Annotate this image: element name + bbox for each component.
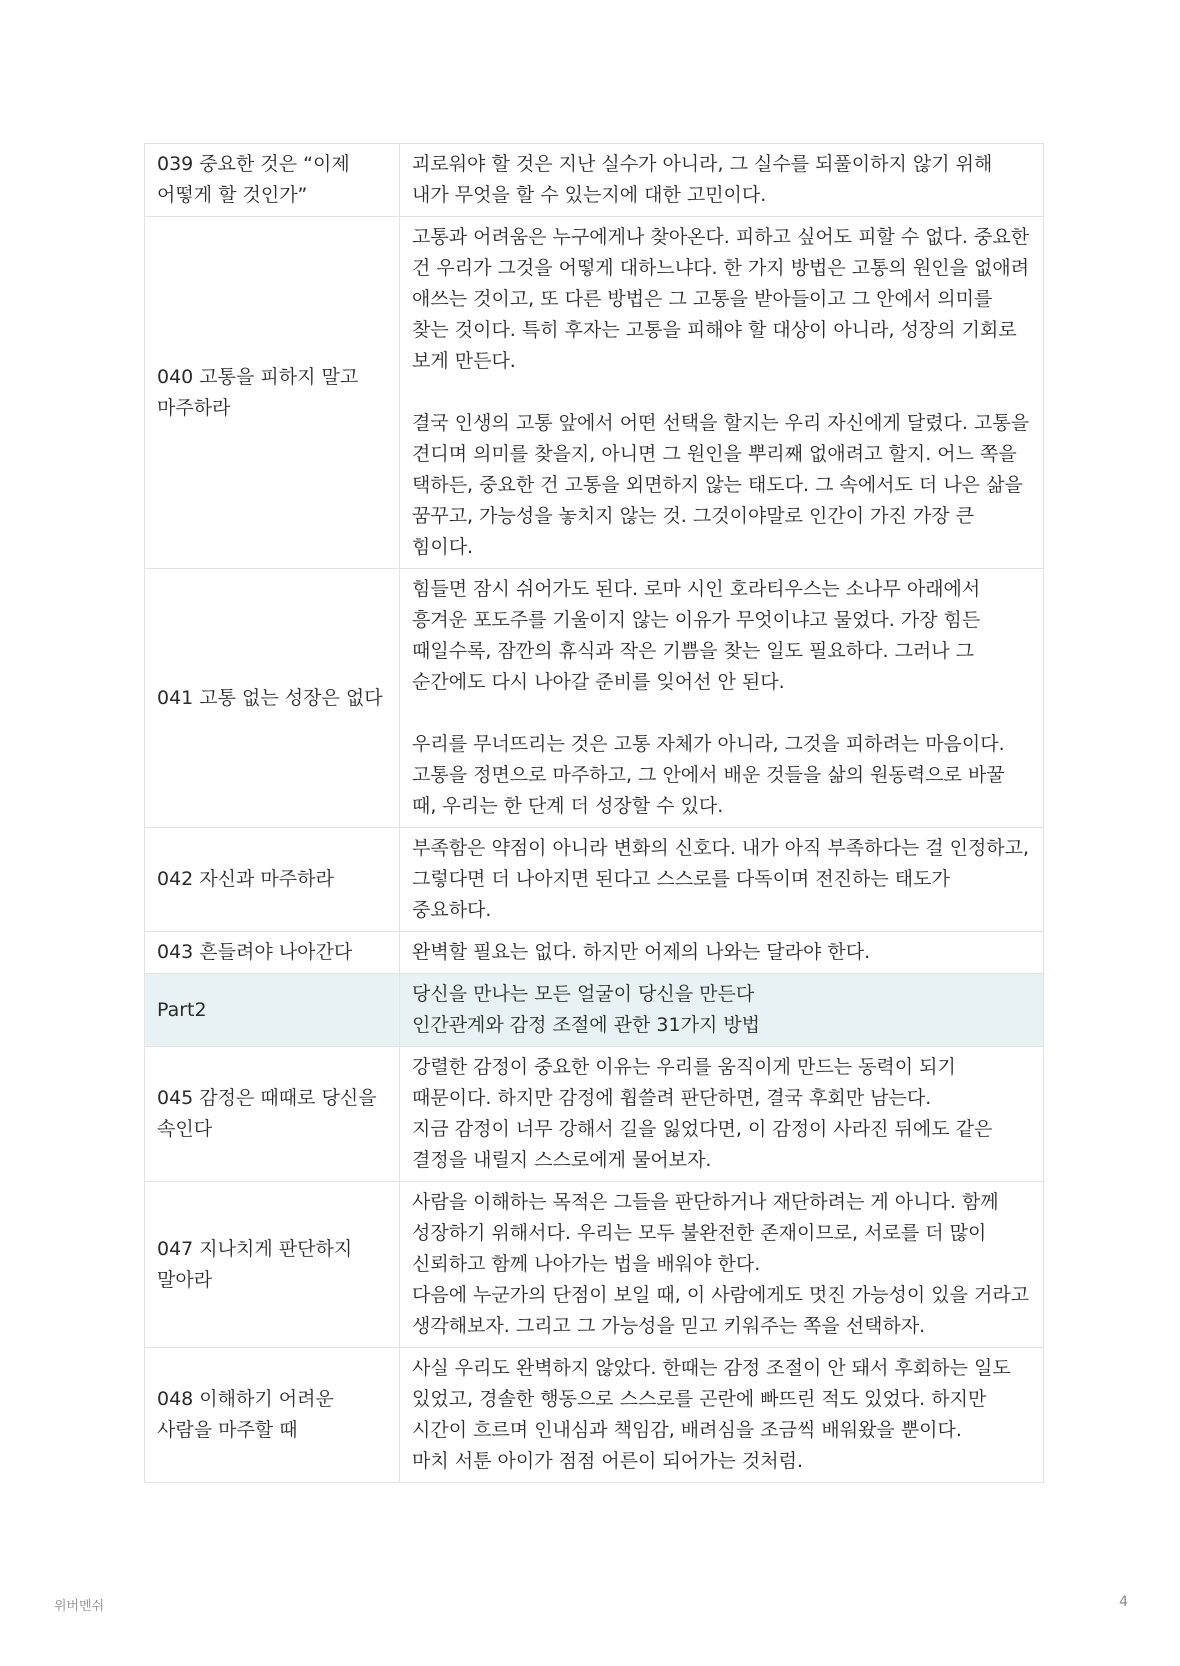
page-number: 4 (1119, 1594, 1128, 1610)
content-paragraph: 고통과 어려움은 누구에게나 찾아온다. 피하고 싶어도 피할 수 없다. 중요한 건 우리가 그것을 어떻게 대하느냐다. 한 가지 방법은 고통의 원인을 없애려 애쓰는 것이고, 또 다른 방법은 그 고통을 받아들이고 그 안에서 의미를 찾는 것이다. 특히 후자는 고통을 피해야 할 대상이 아니라, 성장의 기회로 보게 만든다. (412, 226, 1030, 372)
content-paragraph: 우리를 무너뜨리는 것은 고통 자체가 아니라, 그것을 피하려는 마음이다. 고통을 정면으로 마주하고, 그 안에서 배운 것들을 삶의 원동력으로 바꿀 때, 우리는 한 단계 더 성장할 수 있다. (412, 733, 1005, 817)
row-content (400, 144, 1044, 217)
table-row (145, 932, 1044, 974)
section-subtitle (400, 974, 1044, 1047)
table-row (145, 569, 1044, 828)
table-row (145, 1047, 1044, 1182)
content-paragraph: 강렬한 감정이 중요한 이유는 우리를 움직이게 만드는 동력이 되기 때문이다. 하지만 감정에 휩쓸려 판단하면, 결국 후회만 남는다. (412, 1056, 956, 1109)
content-paragraph: 지금 감정이 너무 강해서 길을 잃었다면, 이 감정이 사라진 뒤에도 같은 결정을 내릴지 스스로에게 물어보자. (412, 1118, 993, 1171)
row-title: 039 중요한 것은 “이제 어떻게 할 것인가” (145, 144, 400, 217)
row-content (400, 1047, 1044, 1182)
table-row (145, 217, 1044, 569)
row-content (400, 217, 1044, 569)
row-content (400, 828, 1044, 932)
content-paragraph: 사람을 이해하는 목적은 그들을 판단하거나 재단하려는 게 아니다. 함께 성장하기 위해서다. 우리는 모두 불완전한 존재이므로, 서로를 더 많이 신뢰하고 함께 나아가는 법을 배워야 한다. (412, 1191, 999, 1275)
row-content (400, 932, 1044, 974)
content-paragraph: 다음에 누군가의 단점이 보일 때, 이 사람에게도 멋진 가능성이 있을 거라고 생각해보자. 그리고 그 가능성을 믿고 키워주는 쪽을 선택하자. (412, 1284, 1030, 1337)
content-paragraph: 힘들면 잠시 쉬어가도 된다. 로마 시인 호라티우스는 소나무 아래에서 흥겨운 포도주를 기울이지 않는 이유가 무엇이냐고 물었다. 가장 힘든 때일수록, 잠깐의 휴식과 작은 기쁨을 찾는 일도 필요하다. 그러나 그 순간에도 다시 나아갈 준비를 잊어선 안 된다. (412, 578, 981, 693)
row-title: 043 흔들려야 나아간다 (145, 932, 400, 974)
row-content (400, 1182, 1044, 1348)
section-subtitle-text: 당신을 만나는 모든 얼굴이 당신을 만든다 인간관계와 감정 조절에 관한 31가지 방법 (412, 983, 761, 1036)
content-paragraph: 완벽할 필요는 없다. 하지만 어제의 나와는 달라야 한다. (412, 941, 871, 963)
content-paragraph: 결국 인생의 고통 앞에서 어떤 선택을 할지는 우리 자신에게 달렸다. 고통을 견디며 의미를 찾을지, 아니면 그 원인을 뿌리째 없애려고 할지. 어느 쪽을 택하든, 중요한 건 고통을 외면하지 않는 태도다. 그 속에서도 더 나은 삶을 꿈꾸고, 가능성을 놓치지 않는 것. 그것이야말로 인간이 가진 가장 큰 힘이다. (412, 412, 1030, 558)
row-content (400, 569, 1044, 828)
section-header-row (145, 974, 1044, 1047)
row-content (400, 1348, 1044, 1483)
table-row (145, 828, 1044, 932)
row-title: 047 지나치게 판단하지 말아라 (145, 1182, 400, 1348)
row-title: 040 고통을 피하지 말고 마주하라 (145, 217, 400, 569)
footer-publisher: 위버멘쉬 (54, 1599, 105, 1614)
table-row (145, 144, 1044, 217)
content-paragraph: 마치 서툰 아이가 점점 어른이 되어가는 것처럼. (412, 1450, 804, 1472)
content-paragraph: 괴로워야 할 것은 지난 실수가 아니라, 그 실수를 되풀이하지 않기 위해 내가 무엇을 할 수 있는지에 대한 고민이다. (412, 153, 993, 206)
row-title: 041 고통 없는 성장은 없다 (145, 569, 400, 828)
section-title: Part2 (145, 974, 400, 1047)
row-title: 045 감정은 때때로 당신을 속인다 (145, 1047, 400, 1182)
notes-table (144, 143, 1044, 1483)
table-row (145, 1348, 1044, 1483)
content-paragraph: 사실 우리도 완벽하지 않았다. 한때는 감정 조절이 안 돼서 후회하는 일도 있었고, 경솔한 행동으로 스스로를 곤란에 빠뜨린 적도 있었다. 하지만 시간이 흐르며 인내심과 책임감, 배려심을 조금씩 배워왔을 뿐이다. (412, 1357, 1011, 1441)
row-title: 048 이해하기 어려운 사람을 마주할 때 (145, 1348, 400, 1483)
row-title: 042 자신과 마주하라 (145, 828, 400, 932)
notes-table-body (145, 144, 1044, 1483)
content-paragraph: 부족함은 약점이 아니라 변화의 신호다. 내가 아직 부족하다는 걸 인정하고, 그렇다면 더 나아지면 된다고 스스로를 다독이며 전진하는 태도가 중요하다. (412, 837, 1030, 921)
table-row (145, 1182, 1044, 1348)
